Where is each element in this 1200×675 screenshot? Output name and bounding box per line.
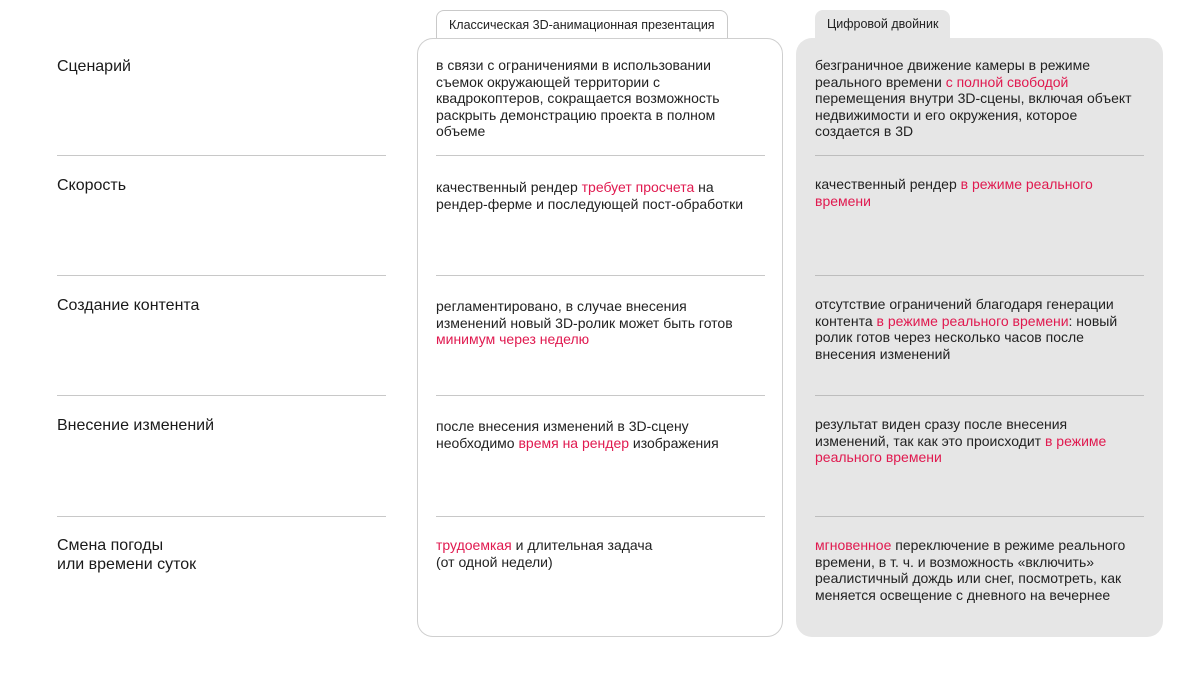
- highlight-text: мгновенное: [815, 537, 892, 553]
- row-label: Создание контента: [57, 297, 200, 314]
- classic-cell: трудоемкая и длительная задача (от одной недели): [436, 537, 653, 570]
- twin-divider: [815, 516, 1144, 517]
- classic-cell: в связи с ограничениями в использовании съемок окружающей территории с квадрокоптеров, сокращается возможность раскрыть демонстрацию проекта в полном объеме: [436, 57, 720, 140]
- row-label: Скорость: [57, 177, 127, 194]
- digital-twin-cell: мгновенное переключение в режиме реального времени, в т. ч. и возможность «включить» реалистичный дождь или снег, посмотреть, как меняется освещение с дневного на вечернее: [815, 537, 1126, 603]
- twin-divider: [815, 155, 1144, 156]
- twin-divider: [815, 275, 1144, 276]
- highlight-text: в режиме реального времени: [815, 432, 1107, 466]
- header-classic: Классическая 3D-анимационная презентация: [436, 10, 728, 38]
- highlight-text: требует просчета: [581, 179, 695, 195]
- highlight-text: минимум через неделю: [436, 331, 590, 348]
- header-digital-twin: Цифровой двойник: [815, 10, 950, 38]
- digital-twin-cell: результат виден сразу после внесения изменений, так как это происходит в режиме реального времени: [815, 416, 1107, 466]
- row-label: Смена погоды или времени суток: [57, 537, 197, 573]
- twin-divider: [815, 395, 1144, 396]
- classic-cell: качественный рендер требует просчета на рендер-ферме и последующей пост-обработки: [436, 179, 744, 212]
- highlight-text: время на рендер: [518, 434, 630, 451]
- classic-cell: регламентировано, в случае внесения изменений новый 3D-ролик может быть готов минимум через неделю: [436, 298, 733, 348]
- highlight-text: в режиме реального времени: [876, 312, 1069, 329]
- highlight-text: трудоемкая: [436, 537, 512, 553]
- label-divider: [57, 275, 386, 276]
- highlight-text: в режиме реального времени: [815, 176, 1093, 209]
- classic-divider: [436, 516, 765, 517]
- digital-twin-cell: отсутствие ограничений благодаря генерации контента в режиме реального времени: новый ролик готов через несколько часов после внесения изменений: [815, 296, 1118, 362]
- label-divider: [57, 516, 386, 517]
- row-label: Сценарий: [57, 58, 131, 75]
- classic-divider: [436, 395, 765, 396]
- label-divider: [57, 155, 386, 156]
- classic-divider: [436, 275, 765, 276]
- classic-cell: после внесения изменений в 3D-сцену необходимо время на рендер изображения: [436, 418, 719, 451]
- label-divider: [57, 395, 386, 396]
- highlight-text: с полной свободой: [945, 73, 1069, 90]
- digital-twin-cell: качественный рендер в режиме реального времени: [815, 176, 1093, 209]
- classic-divider: [436, 155, 765, 156]
- digital-twin-cell: безграничное движение камеры в режиме реального времени с полной свободой перемещения внутри 3D-сцены, включая объект недвижимости и его окружения, которое создается в 3D: [815, 57, 1132, 140]
- row-label: Внесение изменений: [57, 417, 215, 434]
